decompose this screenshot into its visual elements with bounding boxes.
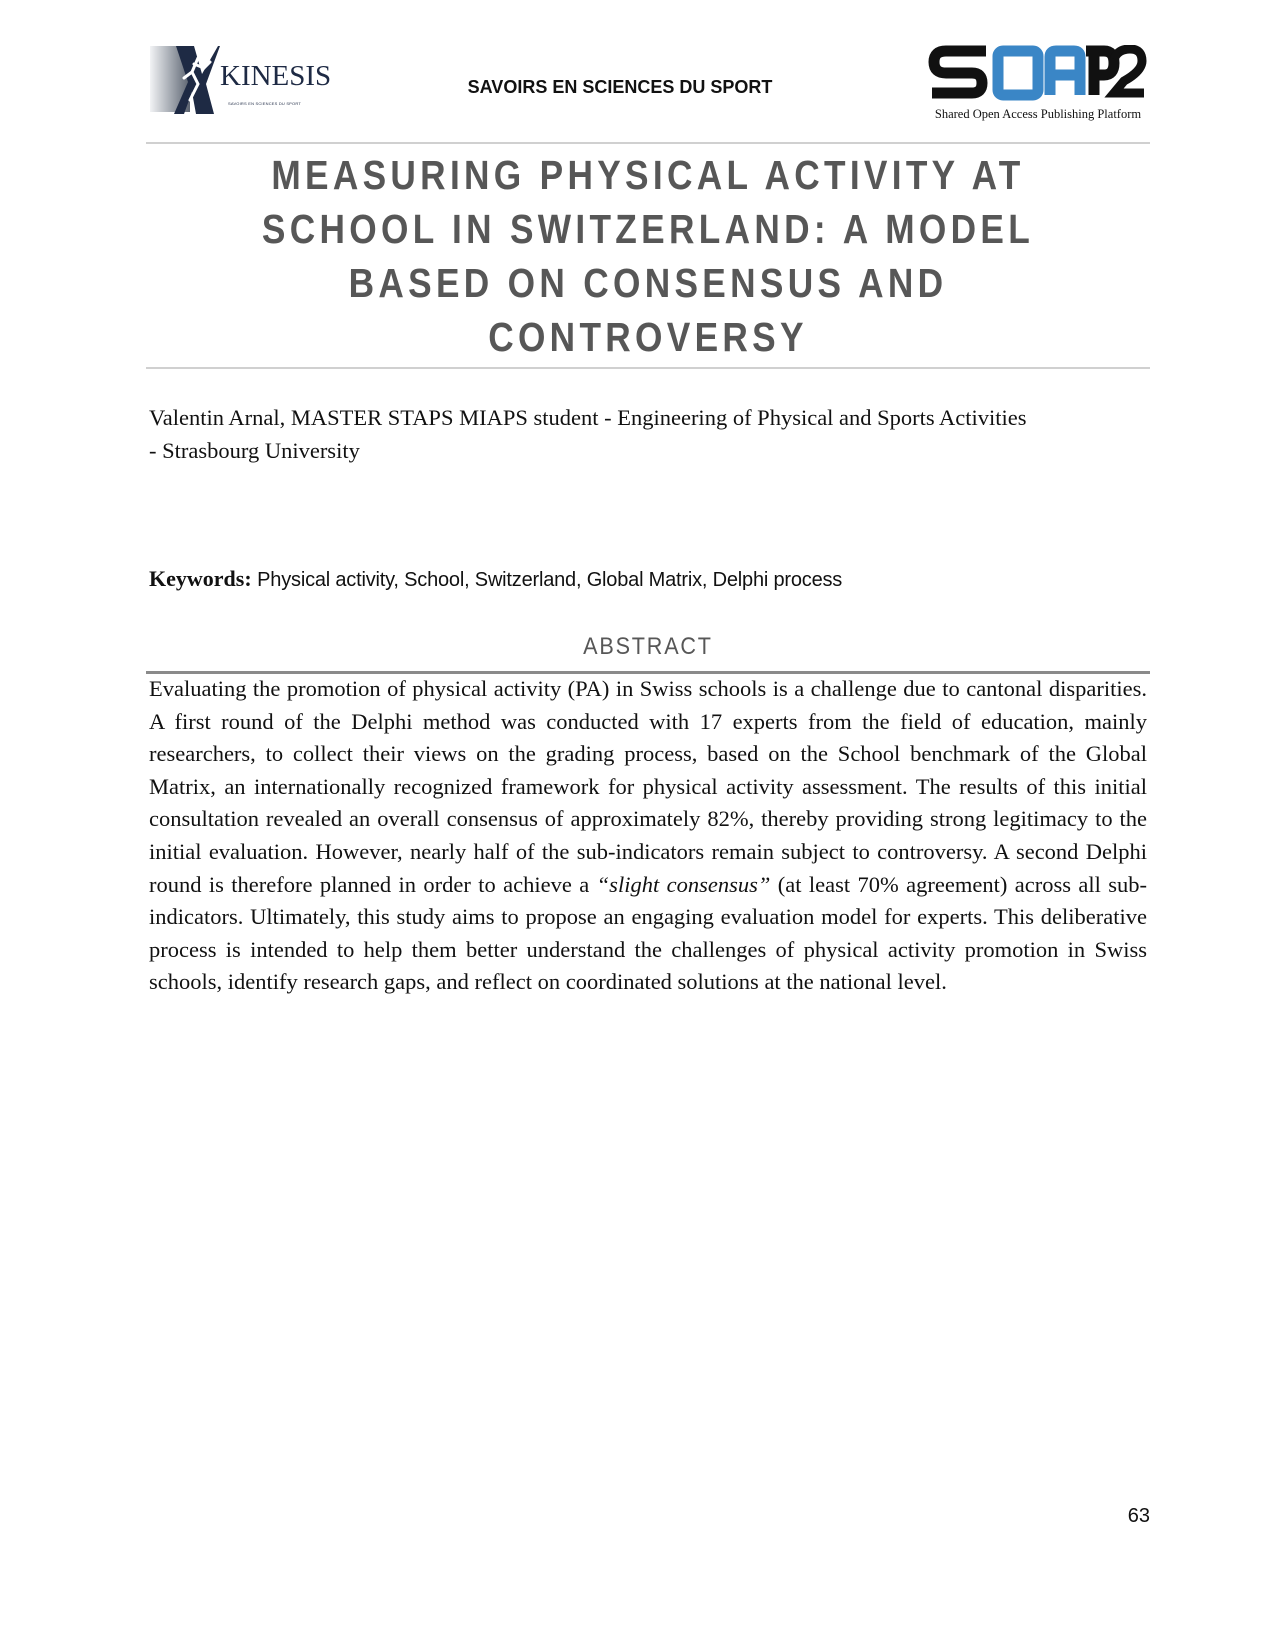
- abstract-text: Evaluating the promotion of physical activity (PA) in Swiss schools is a challenge due to cantonal disparities. A first round of the Delphi method was conducted with 17 experts from the field of education, mainly researchers, to collect their views on the grading process, based on the School benchmark of the Global Matrix, an internationally recognized framework for physical activity assessment. The results of this initial consultation revealed an overall consensus of approximately 82%, thereby providing strong legitimacy to the initial evaluation. However, nearly half of the sub-indicators remain subject to controversy. A second Delphi round is therefore planned in order to achieve a: [149, 676, 1147, 897]
- abstract-body: [149, 673, 1147, 999]
- author-affiliation: [149, 401, 1149, 467]
- title-line: MEASURING PHYSICAL ACTIVITY AT: [271, 152, 1025, 198]
- title-line: BASED ON CONSENSUS AND: [348, 260, 948, 306]
- kinesis-logo: [150, 44, 332, 114]
- soap2-logo: [928, 45, 1148, 123]
- keywords-list: Physical activity, School, Switzerland, Global Matrix, Delphi process: [257, 569, 843, 591]
- author-line: - Strasbourg University: [149, 438, 360, 463]
- author-line: Valentin Arnal, MASTER STAPS MIAPS student - Engineering of Physical and Sports Activities: [149, 405, 1027, 430]
- article-title: [220, 148, 1077, 364]
- abstract-heading: ABSTRACT: [583, 633, 713, 660]
- kinesis-logo-name: KINESIS: [220, 60, 332, 92]
- kinesis-logo-tagline: SAVOIRS EN SCIENCES DU SPORT: [228, 101, 302, 106]
- title-line: SCHOOL IN SWITZERLAND: A MODEL: [261, 206, 1035, 252]
- soap2-logo-subtitle: Shared Open Access Publishing Platform: [934, 107, 1142, 121]
- abstract-italic-quote: “slight consensus”: [596, 871, 771, 897]
- title-divider: [146, 367, 1150, 369]
- soap2-logo-glyphs: [928, 45, 1148, 107]
- abstract-text: (at least 70% agreement) across all sub-indicators. Ultimately, this study aims to propose an engaging evaluation model for experts. This deliberative process is intended to help them better understand the challenges of physical activity promotion in Swiss schools, identify research gaps, and reflect on coordinated solutions at the national level.: [149, 871, 1148, 995]
- header-divider: [146, 142, 1150, 144]
- runner-icon: [172, 44, 220, 114]
- keywords-label: Keywords:: [149, 566, 252, 591]
- title-line: CONTROVERSY: [488, 314, 808, 360]
- page-number: 63: [1127, 1505, 1150, 1527]
- keywords: [149, 566, 842, 592]
- journal-name: SAVOIRS EN SCIENCES DU SPORT: [467, 77, 773, 97]
